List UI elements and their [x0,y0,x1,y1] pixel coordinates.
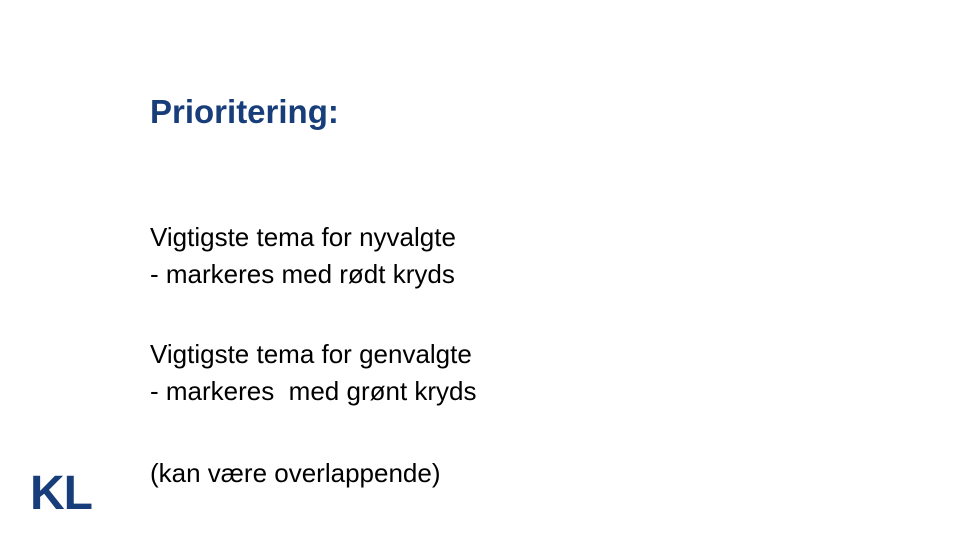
text-line: - markeres med grønt kryds [150,376,477,406]
kl-logo: KL [30,467,92,520]
text-line: Vigtigste tema for genvalgte [150,339,472,369]
text-line: - markeres med rødt kryds [150,259,455,289]
text-block-note [150,455,441,492]
text-line: Vigtigste tema for nyvalgte [150,222,456,252]
text-block-nyvalgte [150,219,456,293]
slide-title: Prioritering: [150,93,339,130]
text-block-genvalgte [150,336,477,410]
text-line: (kan være overlappende) [150,458,441,488]
